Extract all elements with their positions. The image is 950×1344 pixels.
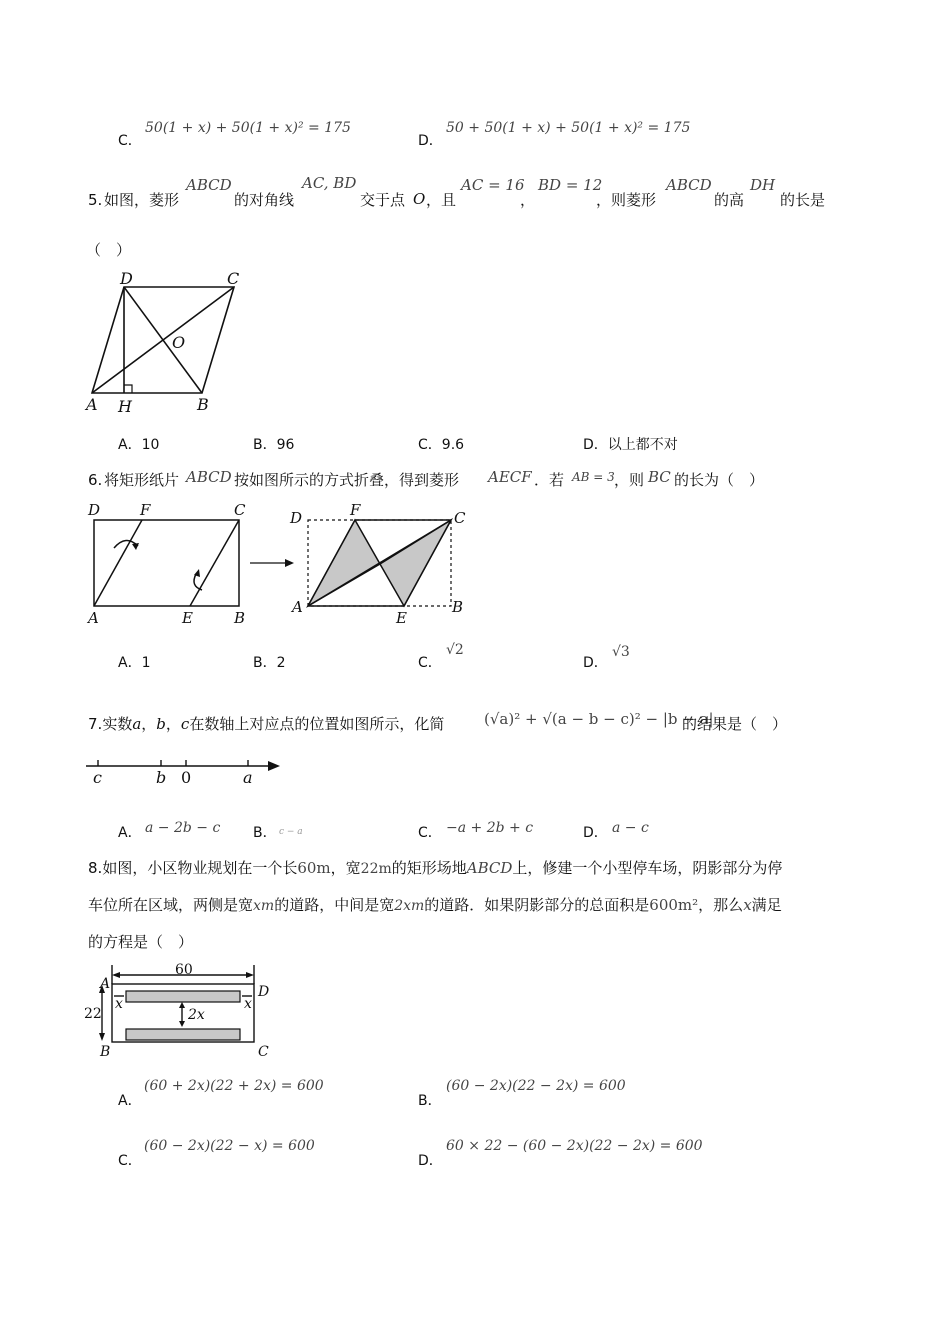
option-value: 以上都不对 bbox=[607, 437, 678, 453]
q8-math-22m: 22m bbox=[360, 861, 392, 877]
option-value: 96 bbox=[276, 437, 295, 453]
fold-line-ec bbox=[190, 520, 239, 606]
q5-math-o: O bbox=[413, 190, 426, 208]
option-value: 9.6 bbox=[441, 437, 465, 453]
label-c: C bbox=[258, 1044, 269, 1060]
q6-number: 6. bbox=[88, 471, 103, 489]
label-c2: C bbox=[454, 509, 466, 527]
option-value: 10 bbox=[141, 437, 160, 453]
q7-option-a-label[interactable]: A． bbox=[118, 825, 142, 841]
axis-label-b: b bbox=[156, 768, 167, 787]
q6-option-c-label[interactable]: C． bbox=[418, 655, 442, 671]
q7-expression: (√a)² + √(a − b − c)² − |b − a| bbox=[484, 710, 714, 728]
label-x-left: x bbox=[115, 996, 123, 1012]
q5-text-8: 的长是 bbox=[780, 191, 826, 209]
q5-text-4: ，且 bbox=[426, 191, 457, 209]
right-angle-mark bbox=[124, 385, 132, 393]
label-h: H bbox=[118, 397, 132, 416]
arrowhead bbox=[99, 1033, 105, 1041]
label-x-right: x bbox=[244, 996, 252, 1012]
q8-number: 8. bbox=[88, 859, 103, 877]
label-d: D bbox=[88, 501, 101, 519]
q7-var-a: a bbox=[132, 715, 142, 733]
option-label: C． bbox=[418, 437, 442, 453]
q5-answer-paren: （ ） bbox=[86, 241, 132, 259]
q8-option-b-label[interactable]: B． bbox=[418, 1093, 442, 1109]
option-label: A． bbox=[118, 655, 142, 671]
q8-math-xm: xm bbox=[253, 898, 275, 914]
label-d: D bbox=[258, 984, 270, 1000]
q4-option-d-expr: 50 + 50(1 + x) + 50(1 + x)² = 175 bbox=[446, 120, 691, 136]
q6-folding-figure bbox=[82, 498, 482, 630]
label-b2: B bbox=[452, 598, 464, 616]
q7-option-a-value: a − 2b − c bbox=[145, 820, 221, 836]
label-c: C bbox=[234, 501, 246, 519]
q8-text-3: 的矩形场地 bbox=[391, 859, 467, 877]
option-label: B． bbox=[253, 655, 277, 671]
q5-text-7: 的高 bbox=[714, 191, 745, 209]
q8-line-2 bbox=[88, 895, 782, 916]
q8-text-8: ，那么 bbox=[698, 896, 744, 914]
q8-option-a-label[interactable]: A． bbox=[118, 1093, 142, 1109]
label-a2: A bbox=[292, 598, 303, 616]
label-f2: F bbox=[350, 501, 361, 519]
label-e2: E bbox=[396, 609, 407, 627]
q5-option-d[interactable] bbox=[583, 436, 678, 454]
q7-option-c-label[interactable]: C． bbox=[418, 825, 442, 841]
q5-math-abcd-2: ABCD bbox=[666, 176, 712, 194]
q7-sep: ， bbox=[165, 715, 181, 733]
dim-label-60: 60 bbox=[175, 962, 193, 978]
q5-option-a[interactable] bbox=[118, 436, 159, 454]
option-label: A． bbox=[118, 437, 142, 453]
q7-sep: ， bbox=[141, 715, 157, 733]
q5-math-abcd: ABCD bbox=[186, 176, 232, 194]
option-value: 1 bbox=[141, 655, 151, 671]
label-d2: D bbox=[290, 509, 303, 527]
shaded-triangle-right bbox=[380, 520, 451, 606]
q6-option-b[interactable] bbox=[253, 654, 286, 672]
parking-strip-top bbox=[126, 991, 240, 1002]
arrowhead bbox=[179, 1002, 185, 1008]
q8-option-c-value: (60 − 2x)(22 − x) = 600 bbox=[144, 1138, 315, 1154]
q8-text-6: 的道路，中间是宽 bbox=[274, 896, 395, 914]
q7-number-line bbox=[82, 752, 292, 792]
axis-label-c: c bbox=[93, 768, 102, 787]
label-a: A bbox=[88, 609, 99, 627]
q7-var-b: b bbox=[156, 715, 166, 733]
q8-line-1 bbox=[88, 858, 782, 879]
q8-text-10: 的方程是（ ） bbox=[88, 933, 194, 951]
q7-option-b-value: c − a bbox=[279, 827, 303, 837]
q8-option-c-label[interactable]: C． bbox=[118, 1153, 142, 1169]
q6-text-1: 将矩形纸片 bbox=[104, 471, 180, 489]
q8-math-x: x bbox=[743, 896, 752, 914]
q8-text-9: 满足 bbox=[751, 896, 782, 914]
label-b: B bbox=[234, 609, 246, 627]
option-value: 2 bbox=[276, 655, 286, 671]
q6-text-4: ，则 bbox=[614, 471, 645, 489]
transform-arrow-head bbox=[285, 559, 294, 567]
q8-text-1: 如图，小区物业规划在一个长 bbox=[102, 859, 298, 877]
q6-text-2: 按如图所示的方式折叠，得到菱形 bbox=[234, 471, 460, 489]
q7-option-c-value: −a + 2b + c bbox=[446, 820, 534, 836]
arrowhead bbox=[112, 972, 120, 978]
q8-option-a-value: (60 + 2x)(22 + 2x) = 600 bbox=[144, 1078, 324, 1094]
q5-math-ac-bd: AC, BD bbox=[302, 174, 357, 192]
q6-option-d-label[interactable]: D． bbox=[583, 655, 608, 671]
q8-math-600m2: 600m² bbox=[649, 896, 699, 914]
q5-math-ac16: AC = 16 bbox=[461, 176, 525, 194]
q4-option-c-expr: 50(1 + x) + 50(1 + x)² = 175 bbox=[145, 120, 351, 136]
q4-option-d-label: D． bbox=[418, 133, 443, 149]
option-label: D． bbox=[583, 437, 608, 453]
q6-math-bc: BC bbox=[648, 468, 671, 486]
q5-text-2: 的对角线 bbox=[234, 191, 295, 209]
q5-math-bd12: BD = 12 bbox=[538, 176, 603, 194]
q5-text-5: ， bbox=[520, 191, 536, 209]
q6-option-c-value: √2 bbox=[446, 642, 464, 658]
q7-text-3: 的结果是（ ） bbox=[682, 715, 788, 733]
q5-option-c[interactable] bbox=[418, 436, 464, 454]
q7-text-1: 实数 bbox=[102, 715, 133, 733]
q7-option-d-label[interactable]: D． bbox=[583, 825, 608, 841]
q8-text-2: ，宽 bbox=[330, 859, 361, 877]
q8-math-60m: 60m bbox=[297, 859, 331, 877]
label-2x: 2x bbox=[188, 1007, 205, 1023]
shaded-triangle-left bbox=[308, 520, 380, 606]
dim-label-22: 22 bbox=[84, 1006, 102, 1022]
q6-text-3: ．若 bbox=[534, 471, 565, 489]
q6-text-5: 的长为（ ） bbox=[674, 471, 765, 489]
label-c: C bbox=[227, 269, 240, 288]
arrowhead bbox=[179, 1021, 185, 1027]
label-o: O bbox=[172, 333, 186, 352]
q5-number: 5. bbox=[88, 191, 103, 209]
axis-label-a: a bbox=[243, 768, 253, 787]
q6-math-ab3: AB = 3 bbox=[572, 470, 615, 484]
q7-text-2: 在数轴上对应点的位置如图所示，化简 bbox=[189, 715, 445, 733]
label-b: B bbox=[100, 1044, 111, 1060]
label-a: A bbox=[86, 395, 98, 414]
q8-text-7: 的道路．如果阴影部分的总面积是 bbox=[424, 896, 650, 914]
q6-math-aecf: AECF bbox=[488, 468, 532, 486]
axis-arrow-head bbox=[268, 761, 280, 771]
fold-arrow-top-head bbox=[132, 543, 139, 550]
label-b: B bbox=[197, 395, 209, 414]
label-d: D bbox=[120, 269, 133, 288]
q5-option-b[interactable] bbox=[253, 436, 294, 454]
q5-rhombus-figure bbox=[80, 266, 260, 416]
rectangle-abcd bbox=[94, 520, 239, 606]
label-f: F bbox=[140, 501, 151, 519]
q8-option-b-value: (60 − 2x)(22 − 2x) = 600 bbox=[446, 1078, 626, 1094]
q7-var-c: c bbox=[180, 715, 190, 733]
q5-text-6: ，则菱形 bbox=[596, 191, 657, 209]
arrowhead bbox=[246, 972, 254, 978]
q8-option-d-value: 60 × 22 − (60 − 2x)(22 − 2x) = 600 bbox=[446, 1138, 703, 1154]
q8-option-d-label[interactable]: D． bbox=[418, 1153, 443, 1169]
q7-number: 7. bbox=[88, 715, 103, 733]
fold-line-af bbox=[94, 520, 142, 606]
axis-label-zero: 0 bbox=[181, 768, 192, 787]
q5-math-dh: DH bbox=[750, 176, 776, 194]
q7-option-d-value: a − c bbox=[612, 820, 649, 836]
q8-math-abcd: ABCD bbox=[466, 859, 513, 877]
q4-option-c-label: C． bbox=[118, 133, 142, 149]
q6-math-abcd: ABCD bbox=[186, 468, 232, 486]
q6-option-d-value: √3 bbox=[612, 644, 630, 660]
label-a: A bbox=[100, 976, 111, 992]
q8-text-5: 车位所在区域，两侧是宽 bbox=[88, 896, 254, 914]
parking-strip-bottom bbox=[126, 1029, 240, 1040]
q7-option-b-label[interactable]: B． bbox=[253, 825, 277, 841]
q8-text-4: 上，修建一个小型停车场，阴影部分为停 bbox=[512, 859, 783, 877]
option-label: B． bbox=[253, 437, 277, 453]
q5-text-1: 如图，菱形 bbox=[104, 191, 180, 209]
q8-math-2xm: 2xm bbox=[394, 898, 425, 914]
q5-text-3: 交于点 bbox=[360, 191, 406, 209]
diagonal-bd bbox=[124, 287, 202, 393]
diagonal-ac bbox=[308, 520, 451, 606]
q6-option-a[interactable] bbox=[118, 654, 151, 672]
q8-parking-figure bbox=[82, 960, 282, 1060]
label-e: E bbox=[182, 609, 193, 627]
q7-line bbox=[88, 714, 444, 734]
